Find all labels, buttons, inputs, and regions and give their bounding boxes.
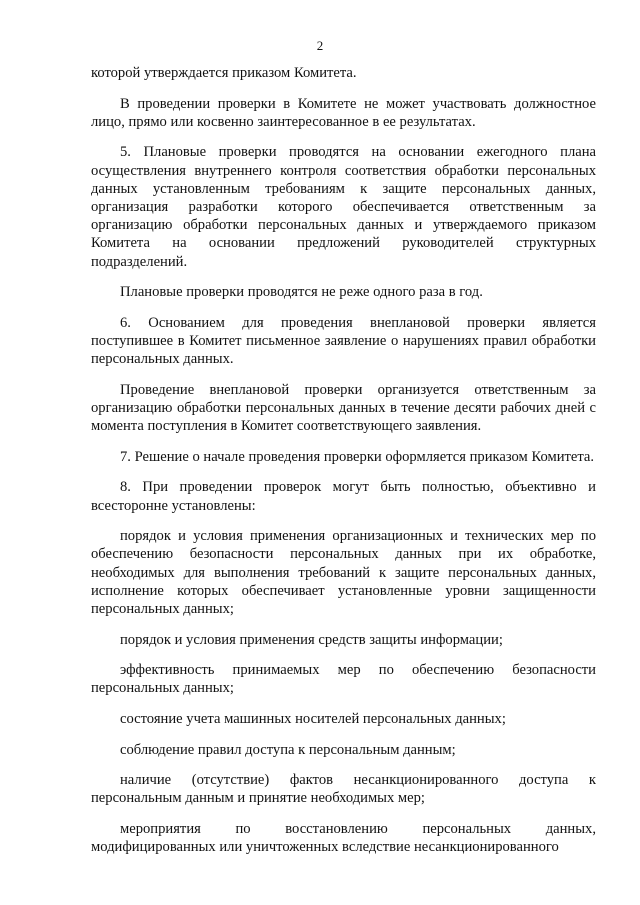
list-item-media-accounting: состояние учета машинных носителей персональных данных; [120, 710, 506, 727]
paragraph-conflict-of-interest: В проведении проверки в Комитете не может участвовать должностное лицо, прямо или косвенно заинтересованное в ее результатах. [91, 95, 596, 130]
paragraph-continuation: которой утверждается приказом Комитета. [91, 65, 357, 81]
list-item-access-rules: соблюдение правил доступа к персональным данным; [120, 741, 456, 758]
paragraph-unscheduled-check: Проведение внеплановой проверки организуется ответственным за организацию обработки персональных данных в течение десяти рабочих дней с момента поступления в Комитет соответствующего заявления. [91, 381, 596, 435]
page-number: 2 [316, 38, 324, 53]
paragraph-frequency: Плановые проверки проводятся не реже одного раза в год. [120, 284, 483, 301]
list-item-effectiveness: эффективность принимаемых мер по обеспечению безопасности персональных данных; [91, 662, 596, 697]
list-item-unauthorized-access: наличие (отсутствие) фактов несанкционированного доступа к персональным данным и принятие необходимых мер; [91, 772, 596, 807]
paragraph-item-8: 8. При проведении проверок могут быть полностью, объективно и всесторонне установлены: [91, 479, 596, 514]
paragraph-item-7: 7. Решение о начале проведения проверки оформляется приказом Комитета. [120, 448, 595, 465]
document-body [91, 64, 596, 869]
paragraph-item-5: 5. Плановые проверки проводятся на основании ежегодного плана осуществления внутреннего контроля соответствия обработки персональных данных установленным требованиям к защите персональных данных, организация разработки которого обеспечивается ответственным за организацию обработки персональных данных и утверждаемого приказом Комитета на основании предложений руководителей структурных подразделений. [91, 144, 596, 270]
list-item-measures: порядок и условия применения организационных и технических мер по обеспечению безопасности персональных данных при их обработке, необходимых для выполнения требований к защите персональных данных, исполнение которых обеспечивает установленные уровни защищенности персональных данных; [91, 528, 596, 617]
list-item-data-recovery: мероприятия по восстановлению персональных данных, модифицированных или уничтоженных вследствие несанкционированного [91, 820, 596, 856]
list-item-protection-tools: порядок и условия применения средств защиты информации; [120, 631, 503, 648]
paragraph-item-6: 6. Основанием для проведения внеплановой проверки является поступившее в Комитет письменное заявление о нарушениях правил обработки персональных данных. [91, 314, 596, 368]
